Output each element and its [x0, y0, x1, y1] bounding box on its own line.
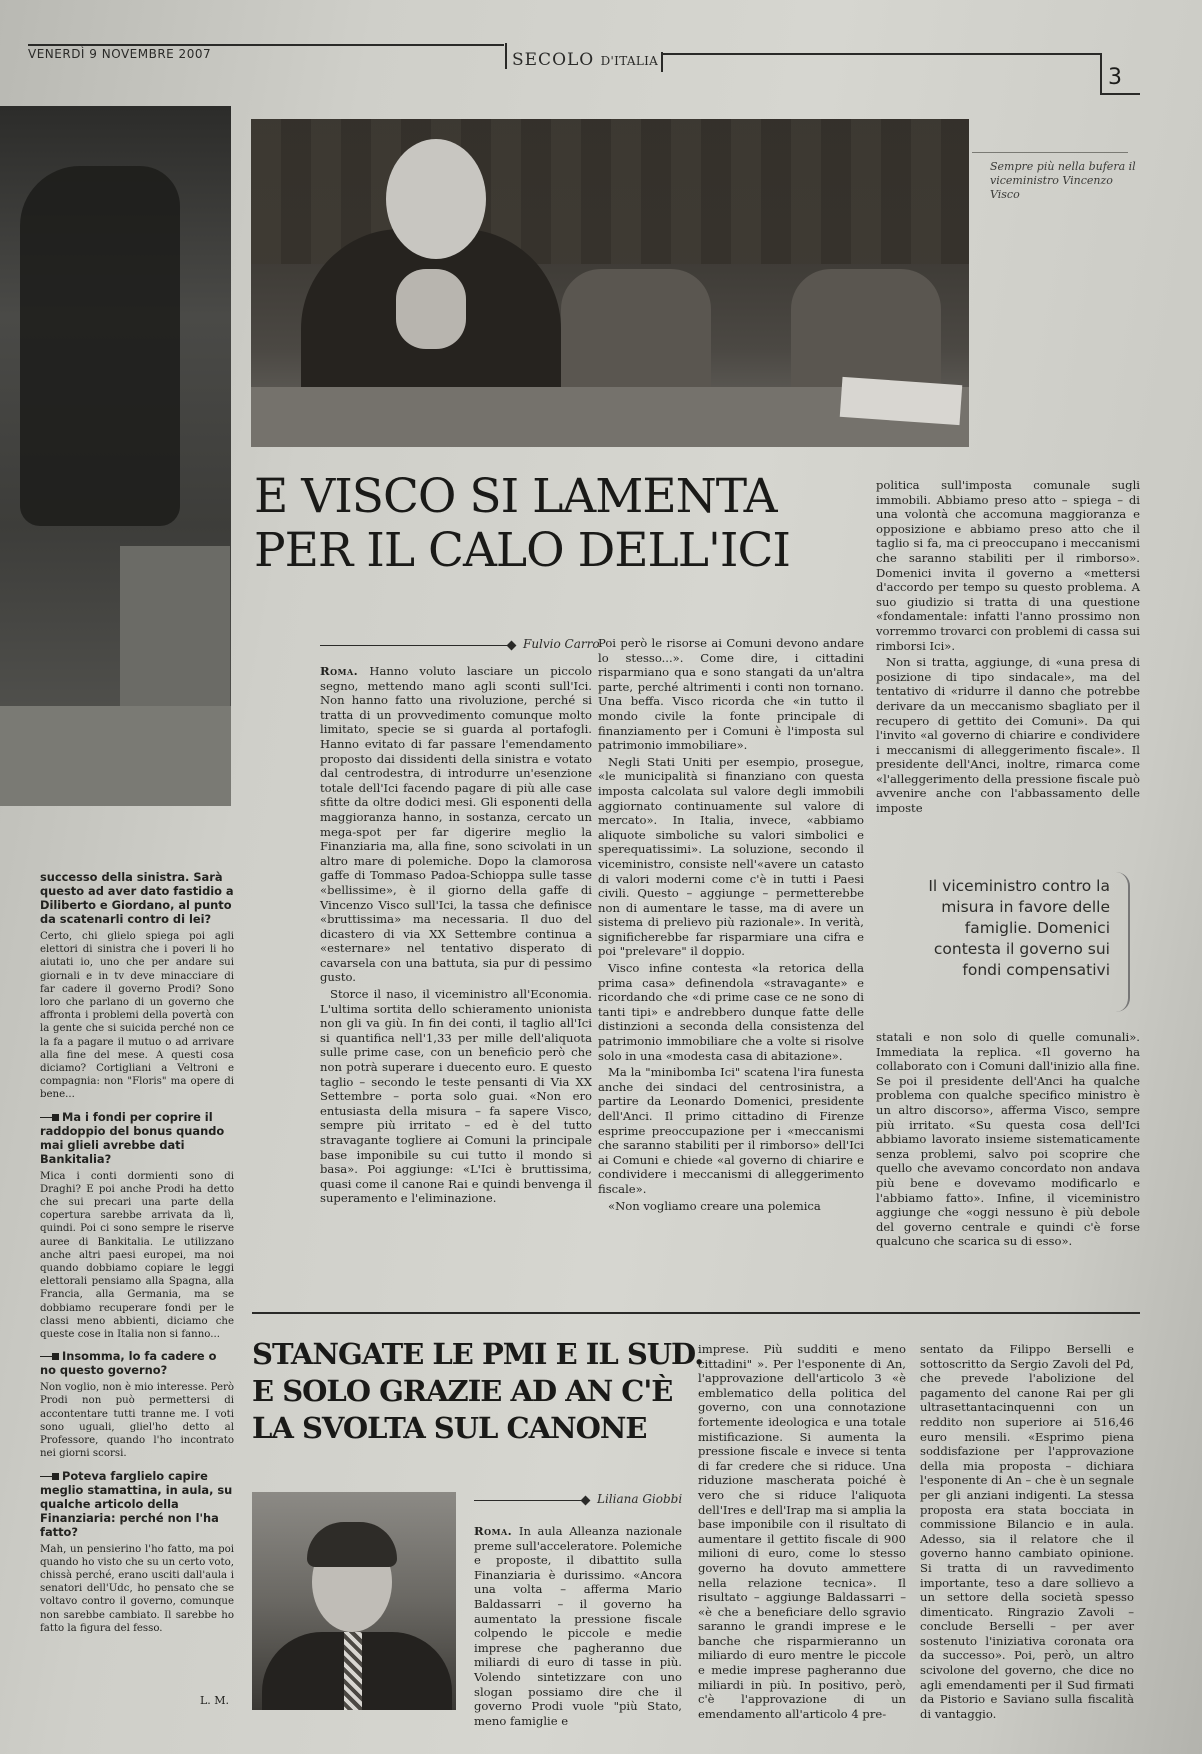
masthead-rule	[28, 44, 504, 46]
sidebar-interview	[40, 870, 234, 1643]
page-number-box	[1100, 53, 1102, 93]
square-bullet-icon	[52, 1353, 59, 1360]
masthead-rule	[1100, 93, 1140, 95]
sidebar-answer: Mica i conti dormienti sono di Draghi? E poi anche Prodi ha detto che sui precari una parte della copertura sarebbe arrivata da lì, quindi. Poi ci sono sempre le riserve auree di Bankitalia. Le utilizzano anche altri paesi europei, ma noi quando dobbiamo copiare le leggi elettorali pensiamo alla Spagna, alla Francia, alla Germania, ma se dobbiamo recuperare fondi per le classi meno abbienti, diciamo che queste cose in Italia non si fanno...	[40, 1170, 234, 1341]
sidebar-question	[40, 1349, 234, 1377]
question-text: Ma i fondi per coprire il raddoppio del bonus quando mai glieli avrebbe dati Bankitalia?	[40, 1109, 225, 1166]
sidebar-question	[40, 1469, 234, 1539]
article2-column-1	[474, 1524, 683, 1728]
dateline: Roma.	[474, 1524, 513, 1538]
sidebar-question	[40, 1110, 234, 1166]
article2-column-3	[920, 1342, 1134, 1732]
article2-headline: STANGATE LE PMI E IL SUD. E SOLO GRAZIE AD AN C'È LA SVOLTA SUL CANONE	[252, 1337, 704, 1445]
paragraph	[320, 664, 592, 985]
dash-icon	[40, 1117, 52, 1118]
visco-photo	[251, 119, 969, 447]
paragraph-text: Hanno voluto lasciare un piccolo segno, mettendo mano agli sconti sull'Ici. Non hanno fatto una rivoluzione, perché si tratta di un provvedimento comunque molto limitato, specie se si guarda al portafogli. Hanno evitato di far passare l'emendamento proposto dai dissidenti della sinistra e votato dal centrodestra, di introdurre un'esenzione totale dell'Ici facendo pagare di più alle case sfitte da oltre dodici mesi. Gli esponenti della maggioranza hanno, in sostanza, cercato un mega-spot per far digerire meglio la Finanziaria ma, alla fine, sono scivolati in un altro mare di polemiche. Dopo la clamorosa gaffe di Tommaso Padoa-Schioppa sulle tasse «bellissime», è il giorno della gaffe di Vincenzo Visco sull'Ici, la tassa che definisce «bruttissima» ma necessaria. Il duo del dicastero di via XX Settembre continua a «esternare» nel tentativo disperato di cavarsela con una battuta, sia pur di pessimo gusto.	[320, 664, 593, 985]
byline-diamond-icon	[507, 641, 517, 651]
section-separator	[252, 1312, 1140, 1314]
sidebar-question: successo della sinistra. Sarà questo ad aver dato fastidio a Diliberto e Giordano, al punto da scatenarli contro di lei?	[40, 870, 234, 926]
pull-quote: Il viceministro contro la misura in favore delle famiglie. Domenici contesta il governo sui fondi compensativi	[928, 877, 1110, 979]
article1-column-3a	[876, 478, 1140, 850]
sidebar-answer: Non voglio, non è mio interesse. Però Prodi non può permettersi di accontentare tutti tranne me. I voti sono uguali, gliel'ho detto al Professore, quando l'ho incontrato nei giorni scorsi.	[40, 1382, 234, 1460]
square-bullet-icon	[52, 1114, 59, 1121]
pull-quote-brace	[1112, 872, 1130, 1012]
paragraph	[474, 1524, 682, 1728]
sidebar-answer: Certo, chi glielo spiega poi agli elettori di sinistra che i poveri li ho aiutati io, uno che per andare sui giornali e in tv deve minacciare di far cadere il governo Prodi? Sono loro che parlano di un governo che affronta i problemi della povertà con la gente che si suicida perché non ce la fa a pagare il mutuo o ad arrivare alla fine del mese. A questi cosa diciamo? Cortigliani a Veltroni e compagnia: non "Floris" ma opere di bene...	[40, 931, 234, 1101]
dateline: Roma.	[320, 664, 359, 678]
paragraph: Storce il naso, il viceministro all'Economia. L'ultima sortita dello schieramento unionista non gli va giù. In fin dei conti, il taglio all'Ici si quantifica nell'1,33 per mille dell'aliquota sulle prime case, con un beneficio però che non potrà superare i duecento euro. E questo taglio – secondo le teste pensanti di Via XX Settembre – porta solo guai. «Non ero entusiasta della misura – fa sapere Visco, sempre più irritato – ed è del tutto stravagante togliere ai Comuni la principale base imponibile su cui tutto il mondo si basa». Poi aggiunge: «L'Ici è bruttissima, quasi come il canone Rai e quindi benvenga il superamento e l'eliminazione.	[320, 987, 592, 1206]
article1-byline: Fulvio Carro	[523, 637, 600, 651]
dash-icon	[40, 1356, 52, 1357]
article1-headline: E VISCO SI LAMENTA PER IL CALO DELL'ICI	[254, 469, 790, 578]
baldassarri-photo	[252, 1492, 456, 1710]
paragraph: statali e non solo di quelle comunali». Immediata la replica. «Il governo ha collaborato con i Comuni dall'inizio alla fine. Se poi il presidente dell'Anci ha qualche problema con qualche specifico ministro è un altro discorso», afferma Visco, sempre più irritato. «Su questa cosa dell'Ici abbiamo lavorato insieme sistematicamente senza problemi, salvo poi scoprire che quello che avevamo concordato non andava più bene e dovevamo modificarlo e l'abbiamo fatto». Infine, il viceministro aggiunge che «oggi nessuno è più debole del governo centrale e quindi c'è forse qualcuno che scarica su di esso».	[876, 1030, 1140, 1249]
masthead-rule	[662, 53, 1100, 55]
photo-caption: Sempre più nella bufera il viceministro Vincenzo Visco	[990, 160, 1136, 201]
paragraph: Visco infine contesta «la retorica della prima casa» definendola «stravagante» e ricordando che «di prime case ce ne sono di tanti tipi» e andrebbero dunque fatte delle distinzioni a seconda della consistenza del patrimonio immobiliare che a volte si risolve solo in una «modesta casa di abitazione».	[598, 961, 864, 1063]
article1-column-2	[598, 636, 864, 1286]
article2-byline: Liliana Giobbi	[597, 1492, 683, 1506]
article1-column-1	[320, 664, 592, 1284]
paragraph: Negli Stati Uniti per esempio, prosegue, «le municipalità si finanziano con questa imposta calcolata sul valore degli immobili aggiornato continuamente sul valore di mercato». In Italia, invece, «abbiamo aliquote simboliche su valori simbolici e sperequatissimi». La soluzione, secondo il viceministro, consiste nell'«avere un catasto di valori moderni come c'è in tutti i Paesi civili. Questo – aggiunge – permetterebbe non di aumentare le tasse, ma di avere un sistema di prelievo più razionale». In verità, significherebbe far risparmiare una cifra e poi "prelevare" il doppio.	[598, 754, 864, 959]
sidebar-signature: L. M.	[200, 1694, 230, 1707]
masthead-divider	[505, 43, 507, 69]
paragraph: Ma la "minibomba Ici" scatena l'ira funesta anche dei sindaci del centrosinistra, a partire da Leonardo Domenici, presidente dell'Anci. Il primo cittadino di Firenze esprime preoccupazione per i «meccanismi che saranno stabiliti per il rimborso» dell'Ici ai Comuni e chiede «al governo di chiarire e condividere i meccanismi di alleggerimento fiscale».	[598, 1065, 864, 1196]
paragraph: politica sull'imposta comunale sugli immobili. Abbiamo preso atto – spiega – di una volontà che accomuna maggioranza e opposizione e abbiamo preso atto che il taglio si fa, ma ci preoccupano i meccanismi che saranno stabiliti per il rimborso». Domenici invita il governo a «mettersi d'accordo per tempo su questo problema. A suo giudizio si tratta di una questione «fondamentale: infatti l'anno prossimo non vorremmo trovarci con problemi di cassa sui rimborsi Ici».	[876, 478, 1140, 653]
byline-rule	[474, 1500, 584, 1501]
article1-column-3b	[876, 1030, 1140, 1280]
dash-icon	[40, 1476, 52, 1477]
question-text: Poteva farglielo capire meglio stamattina, in aula, su qualche articolo della Finanziaria: perché non l'ha fatto?	[40, 1468, 233, 1539]
paragraph: «Non vogliamo creare una polemica	[608, 1198, 821, 1213]
caption-rule	[972, 152, 1128, 153]
sidebar-answer: Mah, un pensierino l'ho fatto, ma poi quando ho visto che su un certo voto, chissà perché, erano usciti dall'aula i senatori dell'Udc, ho pensato che se voltavo contro il governo, comunque non sarebbe cambiato. Il sarebbe ho fatto la figura del fesso.	[40, 1543, 234, 1634]
left-photo	[0, 106, 231, 806]
brand-main: SECOLO	[512, 50, 595, 70]
issue-date: VENERDÌ 9 NOVEMBRE 2007	[28, 47, 212, 61]
paragraph: Poi però le risorse ai Comuni devono andare lo stesso...». Come dire, i cittadini risparmiano qua e sono stangati da un'altra parte, perché altrimenti i conti non tornano. Una beffa. Visco ricorda che «in tutto il mondo civile la fonte principale di finanziamento per i Comuni è l'imposta sul patrimonio immobiliare».	[598, 636, 864, 753]
newspaper-name	[512, 50, 658, 70]
masthead-divider	[661, 52, 663, 72]
paragraph: Non si tratta, aggiunge, di «una presa di posizione di tipo sindacale», ma del tentativo di «ridurre il danno che potrebbe derivare da un meccanismo sbagliato per il recupero di gettito dei Comuni». Da qui l'invito «al governo di chiarire e condividere i meccanismi di alleggerimento fiscale». Il presidente dell'Anci, inoltre, rimarca come «l'alleggerimento della pressione fiscale può avvenire anche con l'abbassamento delle imposte	[876, 655, 1140, 816]
page-number: 3	[1108, 65, 1122, 90]
brand-small: D'ITALIA	[600, 54, 659, 68]
question-text: Insomma, lo fa cadere o no questo governo?	[40, 1349, 217, 1378]
paragraph: sentato da Filippo Berselli e sottoscritto da Sergio Zavoli del Pd, che prevede l'abolizione del pagamento del canone Rai per gli ultrasettantacinquenni con un reddito non superiore ai 516,46 euro mensili. «Esprimo piena soddisfazione per l'approvazione della mia proposta – dichiara l'esponente di An – che è un segnale per gli anziani indigenti. La stessa proposta era stata bocciata in commissione Bilancio e in aula. Adesso, sia il relatore che il governo hanno cambiato opinione. Si tratta di un ravvedimento importante, teso a dare sollievo a un settore della società spesso dimenticato. Ringrazio Zavoli – conclude Berselli – per aver sostenuto l'iniziativa coronata ora da successo». Poi, però, un altro scivolone del governo, che dice no agli emendamenti per il Sud firmati da Pistorio e Saviano sulla fiscalità di vantaggio.	[920, 1342, 1134, 1721]
byline-diamond-icon	[581, 1496, 591, 1506]
masthead	[0, 0, 1202, 100]
square-bullet-icon	[52, 1473, 59, 1480]
article2-column-2	[698, 1342, 906, 1732]
paragraph-text: In aula Alleanza nazionale preme sull'acceleratore. Polemiche e proposte, il dibattito sulla Finanziaria è durissimo. «Ancora una volta – afferma Mario Baldassarri – il governo ha aumentato la pressione fiscale colpendo le piccole e medie imprese che pagheranno due miliardi di euro di tasse in più. Volendo sintetizzare con uno slogan possiamo dire che il governo Prodi vuole "più Stato, meno famiglie e	[474, 1524, 683, 1728]
byline-rule	[320, 645, 510, 646]
paragraph: imprese. Più sudditi e meno cittadini" ». Per l'esponente di An, l'approvazione dell'articolo 3 «è emblematico della politica del governo, con una connotazione fortemente ideologica e una totale mistificazione. Si aumenta la pressione fiscale e invece si tenta di far credere che si riduce. Una riduzione mascherata poiché è vero che si riduce l'aliquota dell'Ires e dell'Irap ma si amplia la base imponibile con il risultato di aumentare il gettito fiscale di 900 milioni di euro, come lo stesso governo ha dovuto ammettere nella relazione tecnica». Il risultato – aggiunge Baldassarri – «è che a beneficiare dello sgravio saranno le grandi imprese e le banche che risparmieranno un miliardo di euro mentre le piccole e medie imprese pagheranno due miliardi in più. In positivo, però, c'è l'approvazione di un emendamento all'articolo 4 pre-	[698, 1342, 906, 1721]
